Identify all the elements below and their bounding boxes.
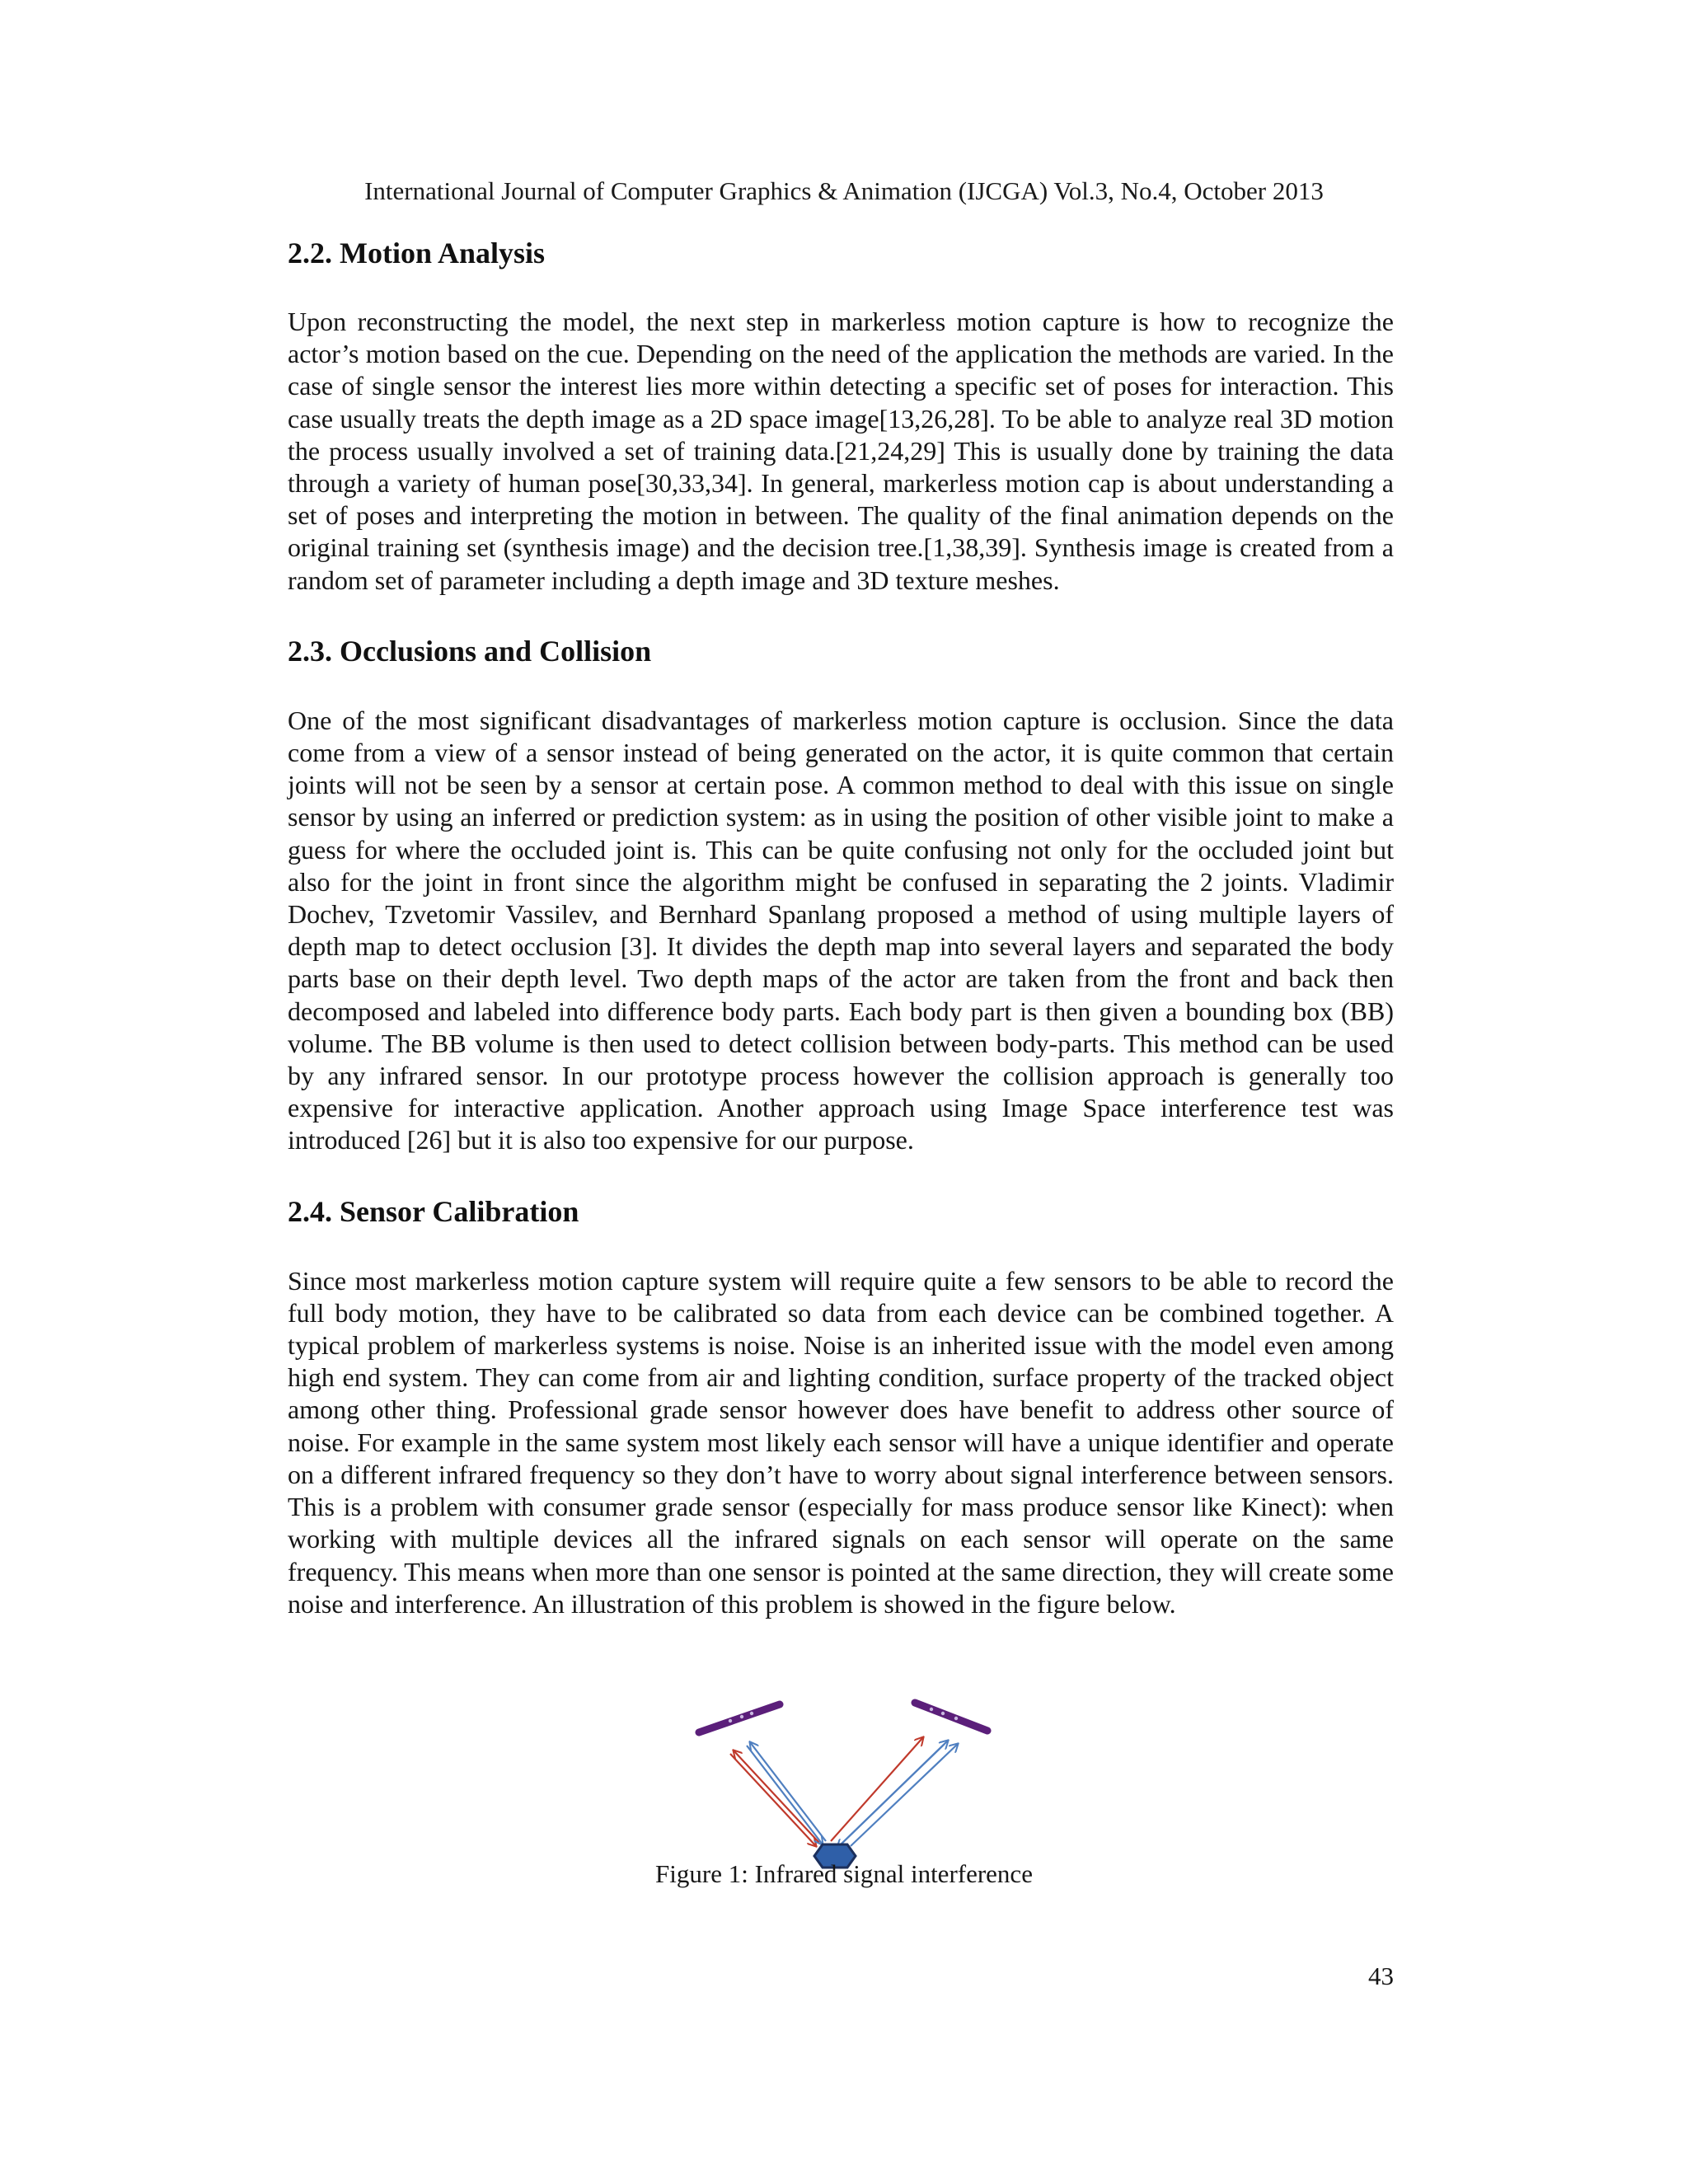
- figure-illustration: [676, 1691, 1006, 1871]
- signal-arrows-right: [831, 1737, 958, 1848]
- section-heading-sensor-calibration: 2.4. Sensor Calibration: [288, 1194, 579, 1228]
- article-body: [288, 233, 1394, 1620]
- running-header: International Journal of Computer Graphics & Animation (IJCGA) Vol.3, No.4, October 2013: [364, 176, 1324, 205]
- paragraph-sensor-calibration: Since most markerless motion capture system will require quite a few sensors to be able to record the full body motion, they have to be calibrated so data from each device can be combined together. A typical problem of markerless systems is noise. Noise is an inherited issue with the model even among high end system. They can come from air and lighting condition, surface property of the tracked object among other thing. Professional grade sensor however does have benefit to address other source of noise. For example in the same system most likely each sensor will have a unique identifier and operate on a different infrared frequency so they don’t have to worry about signal interference between sensors. This is a problem with consumer grade sensor (especially for mass produce sensor like Kinect): when working with multiple devices all the infrared signals on each sensor will operate on the same frequency. This means when more than one sensor is pointed at the same direction, they will create some noise and interference. An illustration of this problem is showed in the figure below.: [288, 1265, 1394, 1619]
- section-heading-motion-analysis: 2.2. Motion Analysis: [288, 237, 546, 269]
- paragraph-occlusions-collision: One of the most significant disadvantages of markerless motion capture is occlusion. Since the data come from a view of a sensor instead of being generated on the actor, it is quite common that certain joints will not be seen by a sensor at certain pose. A common method to deal with this issue on single sensor by using an inferred or prediction system: as in using the position of other visible joint to make a guess for where the occluded joint is. This can be quite confusing not only for the occluded joint but also for the joint in front since the algorithm might be confused in separating the 2 joints. Vladimir Dochev, Tzvetomir Vassilev, and Bernhard Spanlang proposed a method of using multiple layers of depth map to detect occlusion [3]. It divides the depth map into several layers and separated the body parts base on their depth level. Two depth maps of the actor are taken from the front and back then decomposed and labeled into difference body parts. Each body part is then given a bounding box (BB) volume. The BB volume is then used to detect collision between body-parts. This method can be used by any infrared sensor. In our prototype process however the collision approach is generally too expensive for interactive application. Another approach using Image Space interference test was introduced [26] but it is also too expensive for our purpose.: [288, 705, 1394, 1155]
- section-heading-occlusions-collision: 2.3. Occlusions and Collision: [288, 634, 652, 668]
- figure-infrared-interference: [676, 1691, 1006, 1871]
- paragraph-motion-analysis: Upon reconstructing the model, the next step in markerless motion capture is how to recognize the actor’s motion based on the cue. Depending on the need of the application the methods are varied. In the case of single sensor the interest lies more within detecting a specific set of poses for interaction. This case usually treats the depth image as a 2D space image[13,26,28]. To be able to analyze real 3D motion the process usually involved a set of training data.[21,24,29] This is usually done by training the data through a variety of human pose[30,33,34]. In general, markerless motion cap is about understanding a set of poses and interpreting the motion in between. The quality of the final animation depends on the original training set (synthesis image) and the decision tree.[1,38,39]. Synthesis image is created from a random set of parameter including a depth image and 3D texture meshes.: [288, 307, 1394, 595]
- left-sensor-icon: [699, 1704, 780, 1732]
- signal-arrows-left: [730, 1742, 826, 1846]
- page-number: 43: [1368, 1961, 1394, 1990]
- right-sensor-icon: [915, 1703, 987, 1731]
- figure-caption: Figure 1: Infrared signal interference: [655, 1859, 1033, 1888]
